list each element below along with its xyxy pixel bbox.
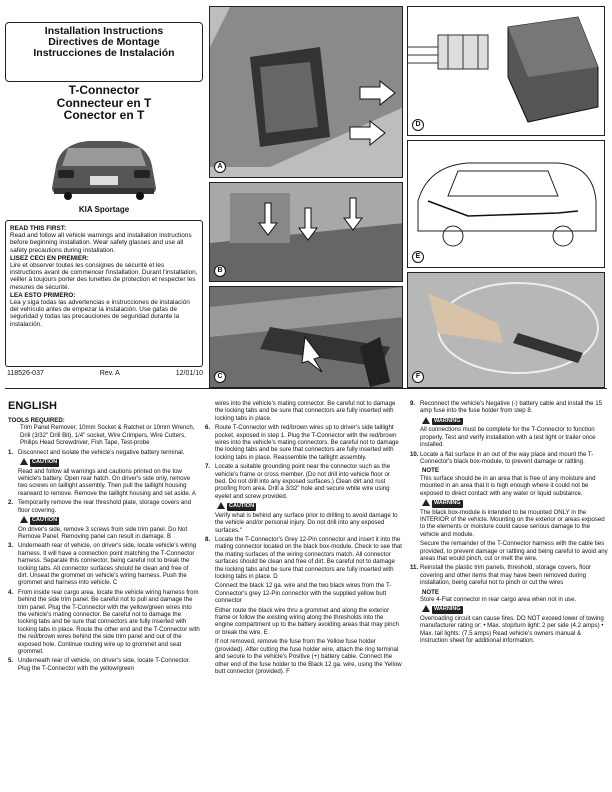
note-label: NOTE	[422, 467, 439, 475]
instruction-step	[8, 526, 200, 541]
instruction-step	[205, 463, 403, 500]
step-number: 5.	[8, 657, 14, 665]
divider	[5, 388, 607, 389]
read-first-text-fr: Lire et observer toutes les consignes de sécurité et les instructions avant de commencer l'installation. Durant l'installation, veiller à toujours porter des lunettes de protection et respecter les mesures de sécurité.	[10, 262, 198, 291]
read-first-text-en: Read and follow all vehicle warnings and installation instructions before beginning installation. Wear safety glasses and use all safety precautions during installation.	[10, 232, 192, 254]
figure-f-label: F	[412, 371, 424, 383]
step-text: Read and follow all warnings and cautions printed on the tow vehicle's battery. Open rear hatch. On driver's side only, remove two screws on taillight assembly. Then pull the taillight housing rearward to remove. Remove the taillight housing and set aside. A	[18, 467, 196, 497]
column-2	[205, 400, 403, 677]
instruction-step	[8, 542, 200, 586]
step-number	[410, 509, 420, 539]
doc-date: 12/01/10	[175, 370, 203, 377]
step-number: 2.	[8, 499, 14, 507]
step-number: 3.	[8, 542, 14, 550]
instruction-step	[8, 499, 200, 514]
column-1	[8, 417, 200, 674]
figure-a-label: A	[214, 161, 226, 173]
figure-e-label: E	[412, 251, 424, 263]
instruction-step	[205, 400, 403, 422]
figure-e	[407, 140, 605, 268]
product-name	[5, 84, 203, 122]
step-text: The black box-module is intended to be mounted ONLY in the INTERIOR of the vehicle. Mounting on the exterior or areas exposed to the elements or moisture could cause serious damage to the vehicle and module.	[420, 508, 605, 538]
step-text: Overloading circuit can cause fires. DO NOT exceed lower of towing manufacturer rating or: • Max. stop/turn light: 2 per side (4.2 amps) • Max. tail lights: (7.5 amps) Read vehicle's owners manual & instruction sheet for additional information.	[420, 614, 604, 645]
title-es: Instrucciones de Instalación	[33, 47, 175, 59]
step-number	[205, 582, 215, 604]
step-number	[205, 638, 215, 675]
figure-a	[209, 6, 403, 178]
title-box	[5, 22, 203, 82]
read-first-title-en: READ THIS FIRST:	[10, 225, 67, 232]
instruction-step	[410, 475, 608, 497]
instruction-step	[205, 638, 403, 675]
step-number	[410, 615, 420, 645]
doc-meta	[7, 370, 203, 377]
step-text: Locate the T-Connector's Grey 12-Pin connector and insert it into the mating connector located on the black box-module. Check to see that the mating surfaces of the wiring connectors match. All connector surfaces should be clean and free of dirt. Be careful not to damage the locking tabs and be sure that connectors are fully inserted with locking tabs in place. D	[215, 536, 402, 581]
instruction-step	[8, 449, 200, 456]
step-text: Either route the black wire thru a grommet and along the exterior frame or follow the existing wiring along the thresholds into the engine compartment up to the battery avoiding areas that may pinch or break the wire. E	[215, 606, 399, 636]
note-label: NOTE	[422, 588, 439, 596]
step-number	[8, 526, 18, 541]
instruction-step	[205, 607, 403, 637]
instruction-step	[410, 615, 608, 645]
figure-c	[209, 286, 403, 388]
step-text: Disconnect and isolate the vehicle's negative battery terminal.	[18, 448, 185, 456]
step-number: 9.	[410, 400, 416, 407]
step-number	[410, 475, 420, 497]
step-text: Secure the remainder of the T-Connector harness with the cable ties provided, to prevent damage or rattling and being careful to avoid any areas that would pinch, cut or melt the wire.	[420, 540, 608, 562]
caution-badge: CAUTION	[8, 458, 200, 468]
warning-badge: WARNING	[410, 605, 608, 615]
warning-badge: WARNING	[410, 499, 608, 509]
instruction-step	[8, 589, 200, 656]
figure-b	[209, 182, 403, 282]
step-text: Route T-Connector with red/brown wires up to driver's side taillight pocket, exposed in step 1. Plug the T-Connector with the red/brown wires into the vehicle's mating connectors. Be careful not to damage the locking tabs and be sure that connectors are fully inserted with locking tabs in place. Reassemble the taillight assembly.	[215, 424, 399, 461]
tools-text: Trim Panel Remover, 10mm Socket & Ratchet or 10mm Wrench, Drill (3/32" Drill Bit), 1/4" socket, Wire Crimpers, Wire Cutters, Philips Head Screwdriver, Fish Tape, Test-probe	[20, 424, 195, 447]
instruction-step	[205, 512, 403, 534]
title-fr: Directives de Montage	[48, 36, 160, 48]
step-text: Temporarily remove the rear threshold plate, storage covers and floor covering.	[18, 499, 192, 514]
step-text: Locate a suitable grounding point near the connector such as the vehicle's frame or cross member. (Do not drill into vehicle floor or bed. Do not drill into any exposed surfaces.) Clean dirt and rust proofing from area. Drill a 3/32" hole and secure white wire using eyelet and screw provided.	[215, 463, 391, 500]
read-first-box	[5, 220, 203, 367]
caution-badge: CAUTION	[205, 502, 403, 512]
product-en: T-Connector	[68, 83, 140, 97]
step-text: Locate a flat surface in an out of the way place and mount the T-Connector's black box-module, to prevent damage or rattling.	[420, 450, 594, 465]
instruction-step	[205, 582, 403, 604]
step-number: 7.	[205, 463, 211, 471]
warning-badge: WARNING	[410, 417, 608, 427]
step-number: 4.	[8, 588, 14, 596]
step-text: Connect the black 12 ga. wire and the two black wires from the T-Connector's grey 12-Pin connector with the supplied yellow butt connector	[215, 582, 392, 605]
step-number	[205, 607, 215, 637]
caution-badge: CAUTION	[8, 516, 200, 526]
instruction-step	[8, 468, 200, 498]
step-number	[410, 426, 420, 448]
step-number: 8.	[205, 536, 211, 544]
step-text: Reconnect the vehicle's Negative (-) battery cable and install the 15 amp fuse into the fuse holder from step 8.	[420, 400, 603, 415]
step-text: If not removed, remove the fuse from the Yellow fuse holder (provided). After cutting the fuse holder wire, attach the ring terminal and secure to the vehicle's Positive (+) battery cable. Connect the other end of the fuse holder to the Black 12 ga. wire, using the Yellow butt connector (provided). F	[215, 638, 402, 675]
part-number: 118526-037	[7, 370, 44, 377]
instruction-step	[410, 426, 608, 448]
product-es: Conector en T	[63, 108, 145, 122]
step-number	[205, 400, 215, 422]
step-number	[205, 512, 215, 534]
step-text: Store 4-Flat connector in rear cargo area when not in use.	[420, 595, 577, 603]
step-text: Verify what is behind any surface prior to drilling to avoid damage to the vehicle and/or personal injury. Do not drill into any exposed surfaces."	[215, 511, 398, 534]
instruction-step	[410, 509, 608, 539]
instruction-step	[410, 540, 608, 562]
instruction-step	[410, 564, 608, 586]
step-text: wires into the vehicle's mating connector. Be careful not to damage the locking tabs and be sure that connectors are fully inserted with locking tabs in place.	[215, 400, 396, 422]
step-text: On driver's side, remove 3 screws from side trim panel. Do Not Remove Panel. Removing panel can result in damage. B	[18, 525, 188, 540]
step-text: This surface should be in an area that is free of any moisture and mounted in an area that it is high enough where it could not be exposed to direct contact with any water or liquid substance.	[420, 474, 596, 497]
instruction-step	[205, 536, 403, 580]
step-number: 6.	[205, 424, 211, 432]
instruction-step	[205, 424, 403, 461]
instruction-step	[410, 400, 608, 415]
figure-f	[407, 272, 605, 388]
title-en: Installation Instructions	[44, 25, 164, 37]
column-3	[410, 400, 608, 647]
step-number	[8, 468, 18, 498]
step-text: Underneath rear of vehicle, on driver's side, locate T-Connector. Plug the T-Connector with the yellow/green	[18, 657, 191, 672]
step-text: All connections must be complete for the T-Connector to function properly. Test and verify installation with a test light or trailer once installed.	[420, 426, 596, 449]
read-first-title-fr: LISEZ CECI EN PREMIER:	[10, 254, 89, 262]
english-heading: ENGLISH	[8, 400, 57, 412]
step-text: Underneath rear of vehicle, on driver's side, locate vehicle's wiring harness. It will have a connection point matching the T-Connector harness. Separate this connector, being careful not to break the locking tabs. All connector surfaces should be clean and free of dirt. Unseat the grommet on vehicle's wiring harness. Push the grommet and harness into vehicle. C	[18, 542, 197, 587]
step-number: 10.	[410, 450, 419, 458]
instruction-step	[410, 451, 608, 466]
figure-c-label: C	[214, 371, 226, 383]
figure-d-label: D	[412, 119, 424, 131]
figure-d	[407, 6, 605, 136]
step-number: 11.	[410, 564, 419, 572]
revision: Rev. A	[99, 370, 120, 377]
step-number	[410, 596, 420, 603]
figure-b-label: B	[214, 265, 226, 277]
vehicle-rear-image	[38, 136, 170, 200]
instruction-step	[8, 657, 200, 672]
step-text: Reinstall the plastic trim panels, threshold, storage covers, floor covering and other items that may have been removed during installation, being careful not to pinch or cut the wires	[420, 564, 592, 587]
read-first-text-es: Lea y siga todas las advertencias e instrucciones de instalación del vehículo antes de empezar la instalación. Use gafas de seguridad y todas las precauciones de seguridad durante la instalación.	[10, 299, 190, 328]
product-fr: Connecteur en T	[56, 95, 152, 110]
instruction-step	[410, 596, 608, 603]
step-number	[410, 540, 420, 562]
vehicle-model: KIA Sportage	[78, 205, 130, 214]
step-text: From inside rear cargo area, locate the vehicle wiring harness from behind the side trim panel. Be careful not to pull and damage the trim panel. Plug the T-Connector with the yellow/green wires into the vehicle's mating connector. Be careful not to damage the locking tabs and be sure that connectors are fully inserted with locking tabs in place. Route the other end and the T-Connector with the red/brown wires behind the side trim panel and out of the exposed hole. Continue routing wire up to grommet and seat grommet.	[18, 588, 200, 655]
read-first-title-es: LEA ESTO PRIMERO:	[10, 291, 76, 299]
step-number: 1.	[8, 448, 14, 456]
tools-title: TOOLS REQUIRED:	[8, 417, 65, 424]
